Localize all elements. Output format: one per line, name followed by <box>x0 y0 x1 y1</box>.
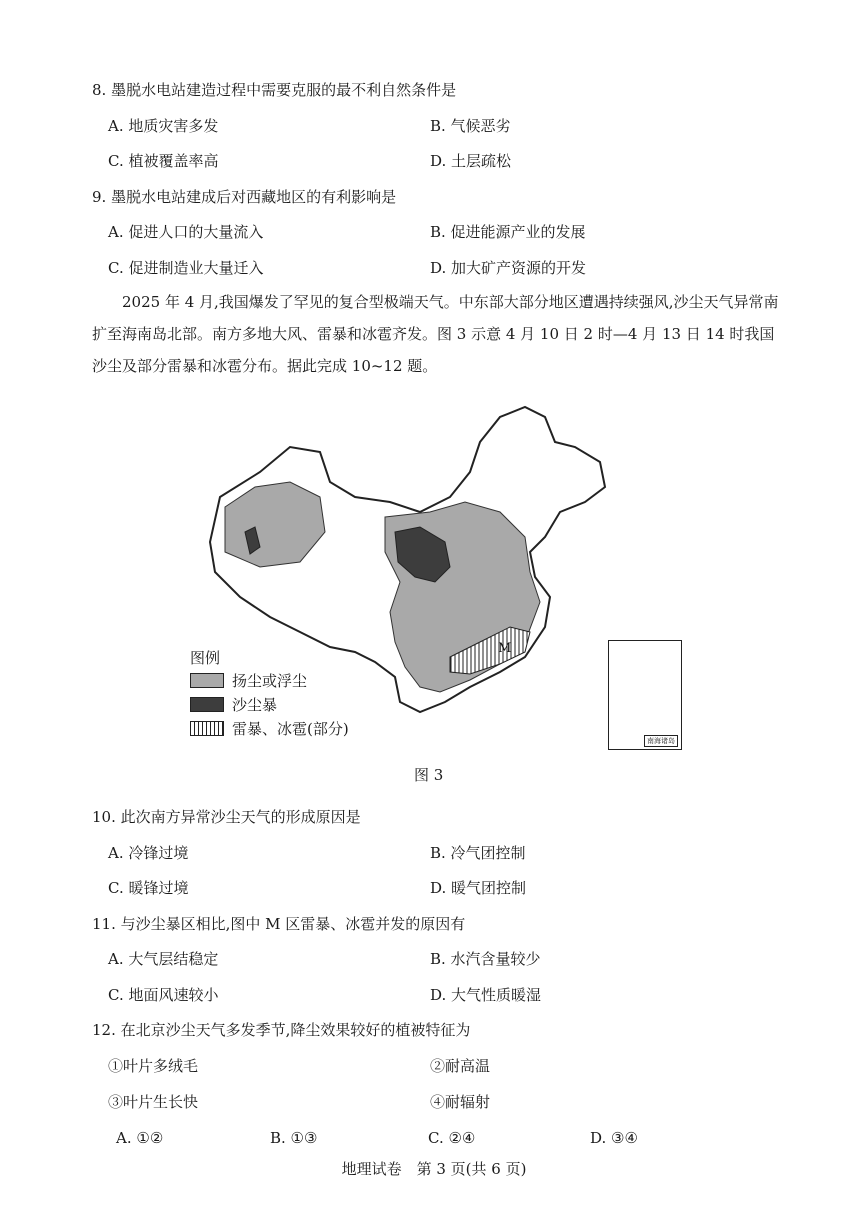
figure-caption: 图 3 <box>414 766 444 784</box>
inset-label: 南海诸岛 <box>644 735 678 747</box>
legend-swatch-thunder <box>190 721 224 736</box>
q11-option-a[interactable]: A. 大气层结稳定 <box>108 950 219 968</box>
q10-option-b[interactable]: B. 冷气团控制 <box>430 844 526 862</box>
legend-label-thunder: 雷暴、冰雹(部分) <box>232 719 349 738</box>
q12-option-a[interactable]: A. ①② <box>116 1129 164 1147</box>
question-11-stem: 11. 与沙尘暴区相比,图中 M 区雷暴、冰雹并发的原因有 <box>92 915 466 933</box>
q12-item-3: ③叶片生长快 <box>108 1093 199 1111</box>
map-legend <box>190 648 349 740</box>
q12-option-c[interactable]: C. ②④ <box>428 1129 476 1147</box>
page-footer: 地理试卷 第 3 页(共 6 页) <box>341 1160 527 1178</box>
question-8-stem: 8. 墨脱水电站建造过程中需要克服的最不利自然条件是 <box>92 81 457 99</box>
legend-label-float: 扬尘或浮尘 <box>232 671 308 690</box>
q12-option-b[interactable]: B. ①③ <box>270 1129 318 1147</box>
q10-option-d[interactable]: D. 暖气团控制 <box>430 879 527 897</box>
q8-option-c[interactable]: C. 植被覆盖率高 <box>108 152 219 170</box>
legend-item-thunder <box>190 716 349 740</box>
legend-item-sandstorm <box>190 692 349 716</box>
q11-option-b[interactable]: B. 水汽含量较少 <box>430 950 541 968</box>
q12-item-1: ①叶片多绒毛 <box>108 1057 199 1075</box>
q9-option-c[interactable]: C. 促进制造业大量迁入 <box>108 259 264 277</box>
q10-option-a[interactable]: A. 冷锋过境 <box>108 844 189 862</box>
q9-option-a[interactable]: A. 促进人口的大量流入 <box>108 223 264 241</box>
legend-swatch-float <box>190 673 224 688</box>
legend-swatch-storm <box>190 697 224 712</box>
q8-option-d[interactable]: D. 土层疏松 <box>430 152 512 170</box>
q12-item-2: ②耐高温 <box>430 1057 491 1075</box>
passage: 2025 年 4 月,我国爆发了罕见的复合型极端天气。中东部大部分地区遭遇持续强风,沙尘天气异常南扩至海南岛北部。南方多地大风、雷暴和冰雹齐发。图 3 示意 4 月 10 日 2 时—4 月 13 日 14 时我国沙尘及部分雷暴和冰雹分布。据此完成 10~12 题。 <box>92 293 779 375</box>
q9-option-b[interactable]: B. 促进能源产业的发展 <box>430 223 586 241</box>
q12-item-4: ④耐辐射 <box>430 1093 491 1111</box>
legend-title: 图例 <box>190 649 221 667</box>
question-12-stem: 12. 在北京沙尘天气多发季节,降尘效果较好的植被特征为 <box>92 1021 471 1039</box>
question-10-stem: 10. 此次南方异常沙尘天气的形成原因是 <box>92 808 361 826</box>
legend-item-float-dust <box>190 668 349 692</box>
q8-option-a[interactable]: A. 地质灾害多发 <box>108 117 219 135</box>
m-label: M <box>498 641 512 656</box>
south-china-sea-inset <box>608 640 682 750</box>
question-9-stem: 9. 墨脱水电站建成后对西藏地区的有利影响是 <box>92 188 397 206</box>
q11-option-d[interactable]: D. 大气性质暖湿 <box>430 986 542 1004</box>
q12-option-d[interactable]: D. ③④ <box>590 1129 638 1147</box>
q11-option-c[interactable]: C. 地面风速较小 <box>108 986 219 1004</box>
legend-label-storm: 沙尘暴 <box>232 695 278 714</box>
q9-option-d[interactable]: D. 加大矿产资源的开发 <box>430 259 587 277</box>
q8-option-b[interactable]: B. 气候恶劣 <box>430 117 511 135</box>
q10-option-c[interactable]: C. 暖锋过境 <box>108 879 189 897</box>
